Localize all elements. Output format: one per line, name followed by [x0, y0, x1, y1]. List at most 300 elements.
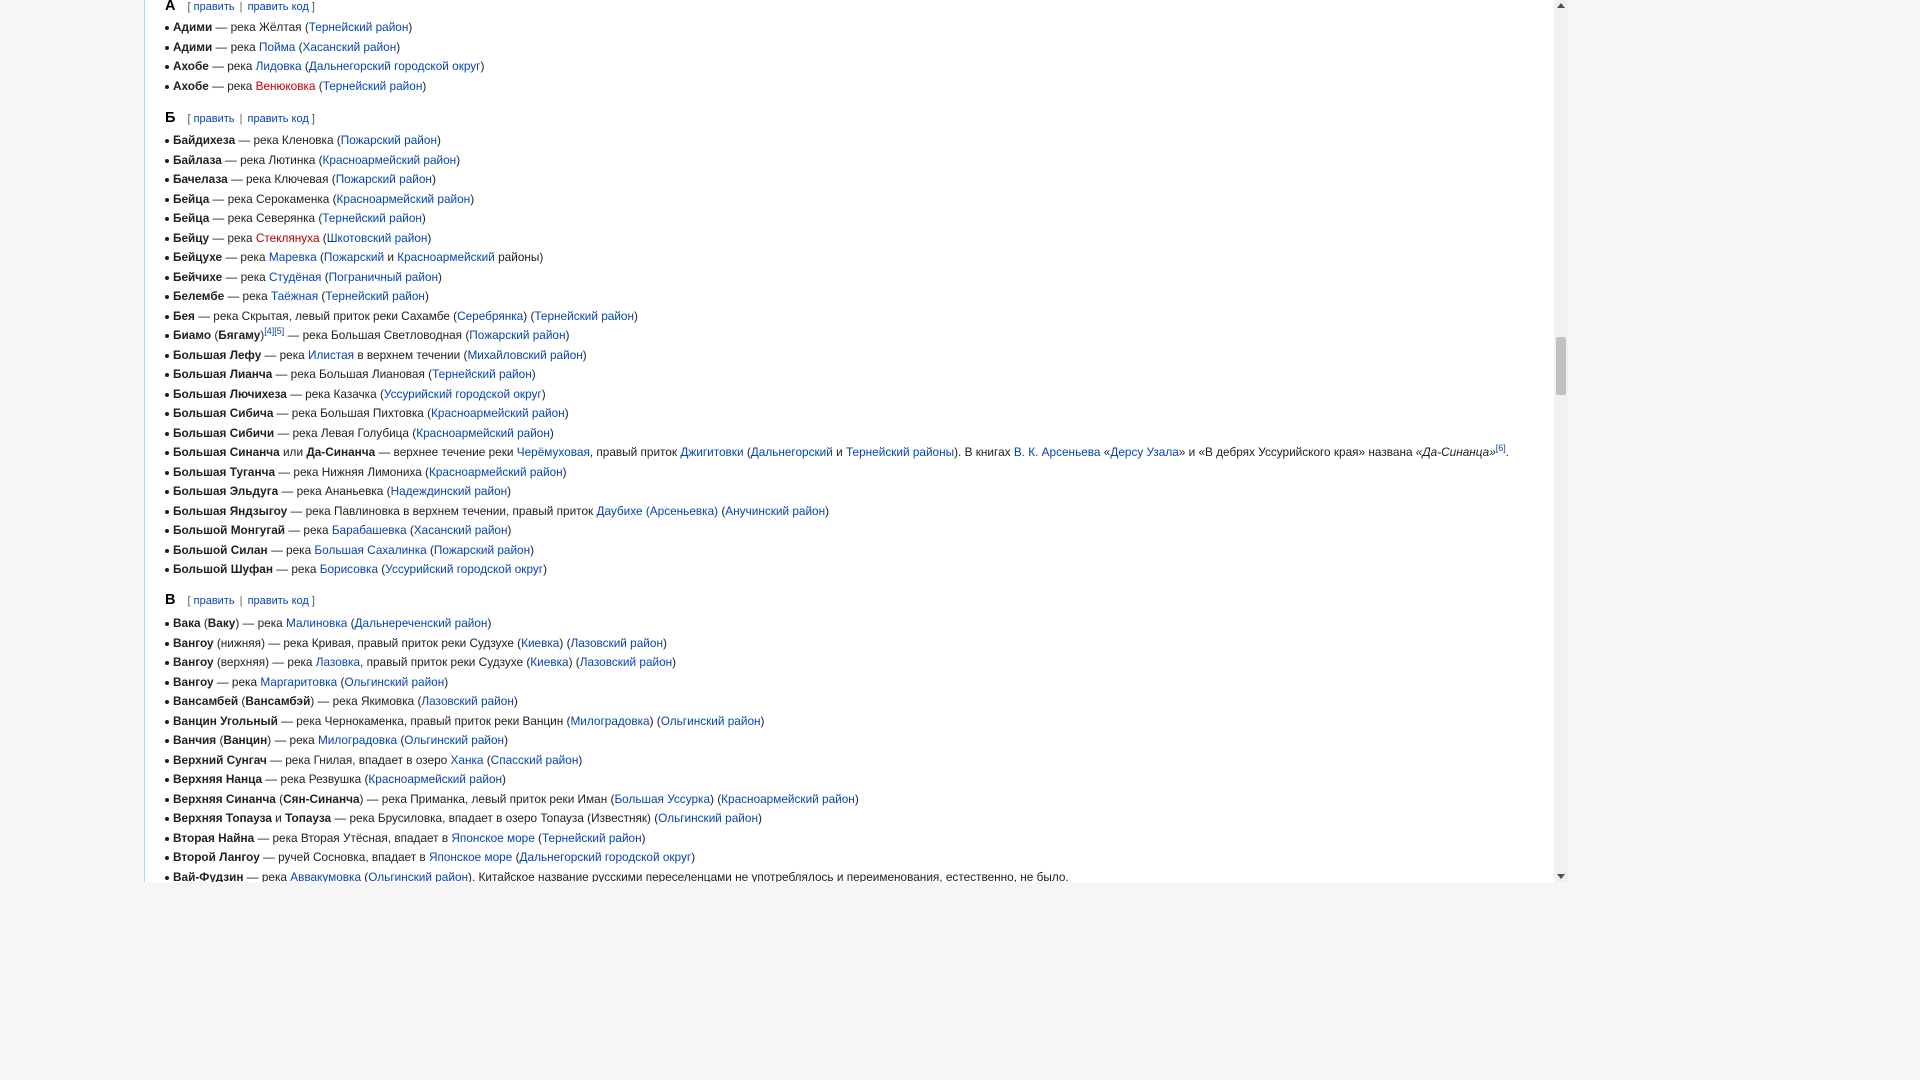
text: — верхнее течение реки	[375, 445, 517, 459]
text: — река Лютинка (	[221, 152, 323, 167]
text: — река	[212, 39, 259, 54]
river-name: Вай-Фудзин	[173, 869, 244, 882]
text: )	[504, 733, 509, 747]
river-name: Топауза	[285, 811, 332, 825]
missing-article-link[interactable]: Венюковка	[255, 78, 316, 93]
river-name: Большая Сибича	[173, 406, 274, 420]
river-list	[173, 131, 1509, 580]
river-name: Байдихеза	[173, 133, 236, 147]
wiki-link[interactable]: Хасанский район	[413, 523, 508, 537]
text: — река	[222, 250, 269, 264]
river-name: Бейцухе	[173, 250, 223, 264]
text: — река Ананьевка (	[278, 484, 391, 498]
wiki-link[interactable]: Красноармейский район	[336, 191, 471, 206]
river-name: Бея	[173, 308, 195, 323]
edit-link[interactable]: править	[193, 113, 235, 125]
text: ) — река	[235, 616, 286, 630]
text: районы)	[494, 250, 544, 264]
river-name: Бейца	[173, 211, 210, 225]
text: — река Большая Светловодная (	[284, 328, 470, 342]
wiki-link[interactable]: Лазовский район	[421, 694, 514, 708]
river-name: Ваку	[207, 616, 236, 630]
list-item	[173, 18, 484, 38]
wiki-link[interactable]: Тернейский район	[542, 830, 642, 845]
wiki-link[interactable]: Джигитовки	[680, 445, 744, 459]
text: в верхнем течении (	[354, 347, 468, 362]
text: ) (	[710, 791, 722, 806]
text: (	[512, 850, 520, 864]
list-item	[173, 463, 1509, 483]
river-name: Адими	[173, 20, 213, 34]
list-item	[173, 673, 1069, 693]
section-letter: А	[165, 0, 176, 14]
list-item	[173, 614, 1069, 634]
text: — река	[272, 562, 320, 576]
river-name: Большая Туганча	[173, 464, 276, 479]
wiki-link[interactable]: Пожарский район	[469, 328, 566, 342]
list-item	[173, 190, 1509, 210]
wiki-link[interactable]: Пожарский район	[335, 172, 432, 186]
text: )	[480, 59, 485, 73]
wiki-link[interactable]: Ольгинский район	[344, 674, 445, 689]
edit-code-link[interactable]: править код	[247, 113, 309, 125]
list-item	[173, 560, 1509, 580]
text: — река Павлиновка в верхнем течении, правый приток	[287, 503, 597, 518]
list-item	[173, 385, 1509, 405]
edit-link[interactable]: править	[193, 1, 235, 13]
text: (нижняя) — река Кривая, правый приток реки Судзухе (	[213, 635, 522, 650]
wiki-link[interactable]: Милоградовка	[317, 733, 398, 747]
wiki-link[interactable]: Дальнегорский городской округ	[308, 59, 481, 73]
list-item	[173, 170, 1509, 190]
text: )	[260, 328, 265, 342]
text: (	[238, 694, 246, 708]
text: ). В книгах	[954, 445, 1014, 459]
text: или	[279, 445, 307, 459]
wiki-link[interactable]: Тернейский район	[322, 211, 422, 225]
wiki-link[interactable]: Спасский район	[490, 752, 579, 767]
wiki-link[interactable]: Японское море	[451, 830, 535, 845]
text: )	[549, 425, 554, 440]
wiki-link[interactable]: Анучинский район	[725, 503, 826, 518]
text: (	[211, 328, 219, 342]
river-name: Вансамбей	[173, 694, 239, 708]
text: » и «В дебрях Уссурийского края» названа	[1178, 445, 1416, 459]
list-item	[173, 829, 1069, 849]
list-item	[173, 57, 484, 77]
text: )	[444, 674, 449, 689]
river-name: Верхняя Синанча	[173, 791, 276, 806]
wiki-link[interactable]: Красноармейский район	[428, 464, 563, 479]
river-name: Ахобе	[173, 78, 209, 93]
list-item	[173, 209, 1509, 229]
wiki-link[interactable]: Маргаритовка	[260, 674, 338, 689]
wiki-link[interactable]: Хасанский район	[302, 39, 397, 54]
text: )	[513, 694, 518, 708]
river-name: Да-Синанча	[306, 445, 376, 459]
text: — река Кленовка (	[235, 133, 341, 147]
text: — река	[213, 674, 261, 689]
text: — река	[285, 523, 332, 537]
wiki-link[interactable]: Пожарский	[323, 250, 385, 264]
wiki-link[interactable]: Ольгинский район	[404, 733, 505, 747]
text: (	[347, 616, 355, 630]
text: (	[426, 542, 434, 557]
list-item	[173, 790, 1069, 810]
text: — река	[224, 289, 271, 303]
list-item	[173, 38, 484, 58]
text: — река Левая Голубица (	[274, 425, 417, 440]
wiki-link[interactable]: Лидовка	[255, 59, 302, 73]
wiki-link[interactable]: Шкотовский район	[326, 230, 428, 245]
wiki-link[interactable]: Надеждинский район	[390, 484, 508, 498]
text: — река	[208, 78, 256, 93]
text: ) (	[559, 635, 571, 650]
text: (	[216, 733, 224, 747]
text: — река Чернокаменка, правый приток реки Ванцин (	[277, 713, 571, 728]
river-name: Ахобе	[173, 59, 209, 73]
river-name: Бачелаза	[173, 172, 228, 186]
river-name: Ванцин Угольный	[173, 713, 278, 728]
text: )	[470, 191, 475, 206]
wiki-link[interactable]: В. К. Арсеньева	[1013, 445, 1101, 459]
wiki-link[interactable]: Дальнереченский район	[354, 616, 488, 630]
river-name: Верхняя Топауза	[173, 811, 272, 825]
list-item	[173, 424, 1509, 444]
wiki-link[interactable]: Тернейский район	[322, 78, 423, 93]
wiki-link[interactable]: Киевка	[530, 655, 569, 669]
river-name: Вангоу	[173, 635, 214, 650]
text: )	[760, 713, 765, 728]
text: — река	[261, 347, 308, 362]
list-item	[173, 268, 1509, 288]
text: (	[743, 445, 751, 459]
text: )	[825, 503, 830, 518]
wiki-link[interactable]: Пожарский район	[340, 133, 437, 147]
text: ) — река	[267, 733, 318, 747]
text: )	[456, 152, 461, 167]
reference	[1496, 443, 1506, 453]
list-item	[173, 131, 1509, 151]
text: )	[502, 772, 506, 786]
wiki-link[interactable]: Маревка	[268, 250, 317, 264]
text: — река Нижняя Лимониха (	[275, 464, 429, 479]
wiki-link[interactable]: Тернейский район	[432, 367, 532, 381]
text: (	[295, 39, 303, 54]
wiki-link[interactable]: Борисовка	[319, 562, 379, 576]
text: — река Северянка (	[209, 211, 323, 225]
missing-article-link[interactable]: Стеклянуха	[255, 230, 320, 245]
list-item	[173, 521, 1509, 541]
text: (	[406, 523, 414, 537]
wiki-link[interactable]: Киевка	[521, 635, 560, 650]
wiki-link[interactable]: Ольгинский район	[368, 869, 469, 882]
wiki-link[interactable]: Серебрянка	[457, 308, 524, 323]
text: ) (	[649, 713, 661, 728]
list-item	[173, 151, 1509, 171]
text: )	[507, 484, 512, 498]
text: — река Гнилая, впадает в озеро	[266, 752, 451, 767]
text: )	[562, 464, 567, 479]
text: — ручей Сосновка, впадает в	[259, 850, 429, 864]
wiki-link[interactable]: Тернейский районы	[846, 445, 955, 459]
wiki-link[interactable]: Красноармейский	[397, 250, 495, 264]
scroll-up-icon[interactable]	[1557, 3, 1565, 8]
river-name: Большая Лефу	[173, 347, 262, 362]
list-item	[173, 443, 1509, 463]
text: и	[832, 445, 846, 459]
wiki-link[interactable]: Дальнегорский	[750, 445, 833, 459]
text: , правый приток	[589, 445, 681, 459]
wiki-link[interactable]: Илистая	[308, 347, 355, 362]
list-item	[173, 712, 1069, 732]
river-name: Бейца	[173, 191, 210, 206]
text: — река Большая Пихтовка (	[273, 406, 432, 420]
wiki-link[interactable]: Ольгинский район	[658, 811, 758, 825]
list-item	[173, 307, 1509, 327]
edit-code-link[interactable]: править код	[247, 1, 309, 13]
text: — река Резвушка (	[262, 772, 369, 786]
text: )	[541, 386, 546, 401]
list-item	[173, 848, 1069, 868]
text: )	[530, 542, 535, 557]
reference	[264, 326, 274, 336]
wiki-link[interactable]: Уссурийский городской округ	[385, 562, 544, 576]
list-item	[173, 229, 1509, 249]
text: )	[507, 523, 512, 537]
wiki-link[interactable]: Красноармейский район	[721, 791, 855, 806]
text: )	[672, 655, 677, 669]
river-name: Биамо	[173, 328, 212, 342]
text: — река	[208, 59, 256, 73]
wiki-link[interactable]: Большая Уссурка	[614, 791, 711, 806]
text: )	[564, 406, 569, 420]
wiki-link[interactable]: Тернейский район	[534, 308, 635, 323]
edit-section-links: [ править | править код ]	[187, 1, 315, 13]
river-name: Вака	[173, 616, 201, 630]
section-letter: В	[165, 592, 176, 608]
wiki-link[interactable]: Лазовский район	[579, 655, 673, 669]
river-name: Большая Лючихеза	[173, 386, 287, 401]
text: )	[487, 616, 492, 630]
river-name: Вторая Найна	[173, 830, 255, 845]
wiki-link[interactable]: Пожарский район	[433, 542, 531, 557]
text: ) (	[523, 308, 535, 323]
list-item	[173, 77, 484, 97]
text: )	[757, 811, 762, 825]
text: (	[718, 503, 726, 518]
section-letter: Б	[165, 110, 176, 126]
text: — река Серокаменка (	[209, 191, 337, 206]
text: .	[1505, 445, 1510, 459]
wiki-link[interactable]: Таёжная	[270, 289, 319, 303]
wiki-link[interactable]: Аввакумовка	[290, 869, 362, 882]
wiki-link[interactable]: Ольгинский район	[660, 713, 761, 728]
wiki-link[interactable]: Пойма	[258, 39, 296, 54]
list-item	[173, 751, 1069, 771]
text: (	[200, 616, 208, 630]
text: (	[337, 674, 345, 689]
text: )	[641, 830, 646, 845]
river-list	[173, 18, 484, 96]
list-item	[173, 692, 1069, 712]
text: — река Жёлтая (	[212, 20, 309, 34]
text: (	[378, 562, 386, 576]
river-name: Бягаму	[218, 328, 261, 342]
river-list	[173, 614, 1069, 882]
list-item	[173, 653, 1069, 673]
wiki-link[interactable]: Уссурийский городской округ	[383, 386, 542, 401]
text: — река	[243, 869, 291, 882]
text: )	[427, 230, 432, 245]
list-item	[173, 346, 1509, 366]
text: (	[275, 791, 284, 806]
text: — река	[267, 542, 315, 557]
wiki-link[interactable]: Малиновка	[285, 616, 348, 630]
wiki-link[interactable]: Красноармейский район	[322, 152, 457, 167]
wiki-link[interactable]: Студёная	[268, 269, 322, 284]
text: (	[316, 250, 324, 264]
wiki-link[interactable]: Лазовский район	[570, 635, 663, 650]
river-name: Большая Яндзыгоу	[173, 503, 288, 518]
text: (	[321, 269, 329, 284]
text: )	[422, 78, 427, 93]
section-heading	[165, 590, 315, 610]
text: )	[543, 562, 548, 576]
list-item	[173, 482, 1509, 502]
list-item	[173, 634, 1069, 654]
wiki-link[interactable]: Красноармейский район	[431, 406, 565, 420]
river-name: Ванцин	[223, 733, 268, 747]
reference	[274, 326, 284, 336]
wiki-link[interactable]: Черёмуховая	[516, 445, 590, 459]
text: — река Вторая Утёсная, впадает в	[254, 830, 452, 845]
wiki-link[interactable]: Дальнегорский городской округ	[519, 850, 692, 864]
list-item	[173, 770, 1069, 790]
river-name: Адими	[173, 39, 213, 54]
river-name: Большая Эльдуга	[173, 484, 279, 498]
section-heading	[165, 108, 315, 128]
river-name: Большая Синанча	[173, 445, 280, 459]
wiki-link[interactable]: Тернейский район	[325, 289, 425, 303]
list-item	[173, 365, 1509, 385]
text: )	[531, 367, 536, 381]
wiki-link[interactable]: Красноармейский район	[416, 425, 550, 440]
wiki-link[interactable]: Барабашевка	[331, 523, 407, 537]
wiki-link[interactable]: Тернейский район	[308, 20, 409, 34]
list-item	[173, 731, 1069, 751]
river-name: Вангоу	[173, 655, 214, 669]
wiki-link[interactable]: Милоградовка	[570, 713, 650, 728]
text: )	[565, 328, 570, 342]
wiki-link[interactable]: Японское море	[428, 850, 513, 864]
river-name: Вансамбэй	[245, 694, 311, 708]
edit-link[interactable]: править	[193, 595, 235, 607]
river-name: Большой Шуфан	[173, 562, 273, 576]
list-item	[173, 502, 1509, 522]
wiki-link[interactable]: Пограничный район	[328, 269, 439, 284]
reference-link[interactable]: [4]	[264, 326, 275, 337]
text: — река Большая Лиановая (	[272, 367, 433, 381]
list-item	[173, 809, 1069, 829]
text: (верхняя) — река	[213, 655, 316, 669]
text: )	[662, 635, 667, 650]
text: )	[691, 850, 696, 864]
wiki-link[interactable]: Даубихе (Арсеньевка)	[596, 503, 719, 518]
edit-section-links: [ править | править код ]	[187, 595, 315, 607]
text: (	[315, 78, 323, 93]
river-name: Второй Лангоу	[173, 850, 260, 864]
wiki-link[interactable]: Лазовка	[315, 655, 361, 669]
edit-code-link[interactable]: править код	[247, 595, 309, 607]
river-name: Вангоу	[173, 674, 214, 689]
text: (	[361, 869, 369, 882]
text: — река	[209, 230, 256, 245]
text: ). Китайское название русскими переселенцами не употреблялось и переименования, естественно, не было.	[468, 869, 1069, 882]
text: )	[396, 39, 401, 54]
river-name: Большая Сибичи	[173, 425, 275, 440]
text: )	[578, 752, 583, 767]
text: (	[301, 59, 309, 73]
text: (	[318, 289, 326, 303]
text: )	[424, 289, 429, 303]
river-name: Большой Силан	[173, 542, 268, 557]
river-name: Байлаза	[173, 152, 222, 167]
river-name: Верхняя Нанца	[173, 772, 263, 786]
text: (	[534, 830, 542, 845]
scrollbar-thumb[interactable]	[1556, 337, 1566, 395]
list-item	[173, 326, 1509, 346]
italic-text: «Да-Синанца»	[1415, 445, 1496, 459]
text: (	[397, 733, 405, 747]
wiki-link[interactable]: Ханка	[450, 752, 484, 767]
list-item	[173, 404, 1509, 424]
text: , правый приток реки Судзухе (	[360, 655, 531, 669]
text: — река	[222, 269, 269, 284]
text: — река Казачка (	[286, 386, 384, 401]
wiki-link[interactable]: Дерсу Узала	[1110, 445, 1179, 459]
reference-link[interactable]: [6]	[1495, 443, 1506, 454]
text: )	[438, 269, 442, 284]
scroll-down-icon[interactable]	[1557, 874, 1565, 879]
list-item	[173, 541, 1509, 561]
river-name: Бейчихе	[173, 269, 223, 284]
text: и	[271, 811, 286, 825]
wiki-link[interactable]: Большая Сахалинка	[314, 542, 427, 557]
section-heading	[165, 0, 315, 16]
river-name: Белембе	[173, 289, 225, 303]
text: )	[421, 211, 426, 225]
wiki-link[interactable]: Михайловский район	[467, 347, 583, 362]
article-content	[144, 0, 1555, 882]
text: )	[436, 133, 441, 147]
river-name: Большая Лианча	[173, 367, 273, 381]
wiki-link[interactable]: Красноармейский район	[368, 772, 503, 786]
list-item	[173, 287, 1509, 307]
text: ) — река Якимовка (	[310, 694, 422, 708]
text: «	[1100, 445, 1111, 459]
text: (	[483, 752, 491, 767]
river-name: Сян-Синанча	[283, 791, 360, 806]
river-name: Бейцу	[173, 230, 210, 245]
text: — река Ключевая (	[227, 172, 336, 186]
reference-link[interactable]: [5]	[274, 326, 285, 337]
river-name: Ванчия	[173, 733, 217, 747]
text: ) (	[568, 655, 580, 669]
text: )	[854, 791, 859, 806]
vertical-scrollbar[interactable]	[1554, 0, 1568, 882]
list-item	[173, 868, 1069, 883]
